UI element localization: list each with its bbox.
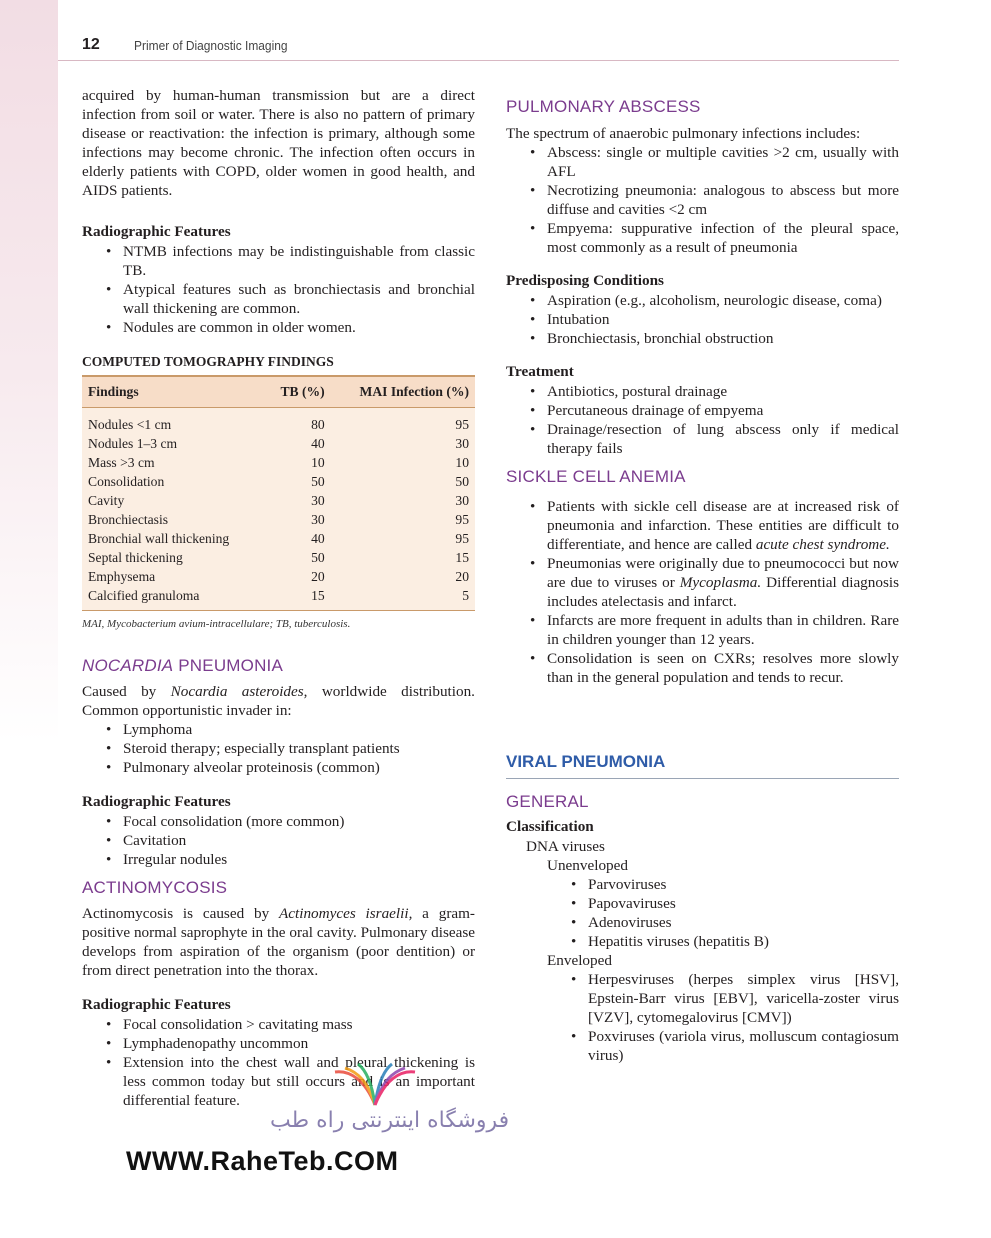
list-item: • Pulmonary alveolar proteinosis (common): [82, 758, 475, 777]
viral-pneumonia-heading: VIRAL PNEUMONIA: [506, 751, 899, 779]
watermark-persian-text: فروشگاه اینترنتی راه طب: [270, 1108, 510, 1133]
dna-viruses-label: DNA viruses: [526, 838, 605, 855]
cell-finding: Cavity: [88, 493, 125, 508]
list-item: • Bronchiectasis, bronchial obstruction: [506, 329, 899, 348]
cell-mai: 30: [455, 493, 469, 508]
table-row: [82, 510, 475, 529]
list-item: • Infarcts are more frequent in adults than in children. Rare in children younger than 12 years.: [506, 611, 899, 649]
page-number: 12: [82, 36, 100, 53]
ct-findings-table: [82, 377, 475, 611]
list-item: [506, 497, 899, 554]
sickle-cell-heading: SICKLE CELL ANEMIA: [506, 467, 686, 486]
list-item: • Abscess: single or multiple cavities >2 cm, usually with AFL: [506, 143, 899, 181]
column-header-findings: Findings: [82, 377, 264, 408]
cell-finding: Septal thickening: [88, 550, 183, 565]
virus-classification-tree: [506, 837, 899, 1065]
cell-tb: 30: [311, 512, 325, 527]
list-item: • Drainage/resection of lung abscess only if medical therapy fails: [506, 420, 899, 458]
list-item: • Irregular nodules: [82, 850, 475, 869]
radiographic-features-heading: Radiographic Features: [82, 793, 231, 810]
table-row: [82, 472, 475, 491]
table-row: [82, 548, 475, 567]
watermark: [120, 1060, 510, 1180]
general-heading: GENERAL: [506, 792, 589, 811]
cell-tb: 50: [311, 474, 325, 489]
cell-finding: Bronchial wall thickening: [88, 531, 230, 546]
table-row: [82, 586, 475, 611]
list-item: • Intubation: [506, 310, 899, 329]
list-item: • Papovaviruses: [506, 894, 899, 913]
actinomycosis-heading: ACTINOMYCOSIS: [82, 878, 228, 897]
cell-mai: 20: [455, 569, 469, 584]
list-item: • Empyema: suppurative infection of the pleural space, most commonly as a result of pneumonia: [506, 219, 899, 257]
list-item: • Percutaneous drainage of empyema: [506, 401, 899, 420]
cell-mai: 30: [455, 436, 469, 451]
right-column: [506, 86, 899, 1065]
cell-finding: Nodules 1–3 cm: [88, 436, 178, 451]
list-item: • Lymphadenopathy uncommon: [82, 1034, 475, 1053]
watermark-url: WWW.RaheTeb.COM: [126, 1146, 399, 1176]
page-header: [82, 36, 899, 62]
list-item: • Herpesviruses (herpes simplex virus [HSV], Epstein-Barr virus [EBV], varicella-zoster virus [VZV], cytomegalovirus [CMV]): [506, 970, 899, 1027]
cell-mai: 95: [455, 417, 469, 432]
radiographic-features-heading: Radiographic Features: [82, 996, 231, 1013]
cell-tb: 40: [311, 436, 325, 451]
text-span: , worldwide distribution. Common opportunistic invader in:: [82, 683, 475, 719]
list-item: • Steroid therapy; especially transplant patients: [82, 739, 475, 758]
text-italic: acute chest syndrome.: [755, 536, 890, 553]
cell-mai: 95: [455, 531, 469, 546]
cell-mai: 15: [455, 550, 469, 565]
nocardia-radiographic-list: [82, 812, 475, 869]
running-title: Primer of Diagnostic Imaging: [134, 38, 288, 53]
page-margin-band: [0, 0, 58, 1238]
text-italic: Nocardia asteroides: [170, 683, 304, 700]
list-item: • Lymphoma: [82, 720, 475, 739]
enveloped-list: [506, 970, 899, 1065]
left-column: [82, 86, 475, 1110]
list-item: • Adenoviruses: [506, 913, 899, 932]
cell-finding: Calcified granuloma: [82, 586, 264, 611]
unenveloped-label: Unenveloped: [547, 857, 628, 874]
cell-tb: 30: [311, 493, 325, 508]
nocardia-paragraph: [82, 682, 475, 720]
abscess-list: [506, 143, 899, 257]
ct-table-title: COMPUTED TOMOGRAPHY FINDINGS: [82, 353, 475, 377]
cell-finding: Nodules <1 cm: [88, 417, 172, 432]
list-item: • Focal consolidation > cavitating mass: [82, 1015, 475, 1034]
cell-tb: 10: [311, 455, 325, 470]
list-item: • Parvoviruses: [506, 875, 899, 894]
enveloped-label: Enveloped: [547, 952, 612, 969]
text-span: Patients with sickle cell disease are at increased risk of pneumonia and infarction. These entities are difficult to differentiate, and hence are called: [547, 498, 899, 553]
book-logo-icon: [330, 1060, 420, 1110]
table-row: [82, 408, 475, 435]
header-rule: [58, 60, 899, 61]
text-span: Differential diagnosis includes atelectasis and infarct.: [547, 574, 900, 610]
unenveloped-list: [506, 875, 899, 951]
radiographic-features-heading: Radiographic Features: [82, 223, 231, 240]
intro-paragraph: acquired by human-human transmission but are a direct infection from soil or water. There is also no pattern of primary disease or reactivation: the infection is primary, although some infections may become chronic. The infection often occurs in elderly patients with COPD, older women in good health, and AIDS patients.: [82, 87, 475, 199]
list-item: • Atypical features such as bronchiectasis and bronchial wall thickening are common.: [82, 280, 475, 318]
cell-finding: Consolidation: [88, 474, 165, 489]
cell-tb: 80: [311, 417, 325, 432]
text-span: a gram-positive normal saprophyte in the oral cavity. Pulmonary disease develops from aspiration of the organism (poor dentition) or from direct penetration into the thorax.: [82, 905, 475, 979]
table-row: [82, 529, 475, 548]
predisposing-list: [506, 291, 899, 348]
nocardia-heading: [82, 655, 475, 677]
actinomycosis-paragraph: [82, 904, 475, 980]
column-header-tb: TB (%): [264, 377, 331, 408]
list-item: • Hepatitis viruses (hepatitis B): [506, 932, 899, 951]
nocardia-list: [82, 720, 475, 777]
list-item: • Antibiotics, postural drainage: [506, 382, 899, 401]
ct-table-footnote: MAI, Mycobacterium avium-intracellulare; TB, tuberculosis.: [82, 618, 351, 630]
cell-mai: 5: [331, 586, 475, 611]
cell-mai: 95: [455, 512, 469, 527]
list-item: • Nodules are common in older women.: [82, 318, 475, 337]
list-item: [506, 554, 899, 611]
cell-finding: Emphysema: [88, 569, 156, 584]
list-item: • Necrotizing pneumonia: analogous to abscess but more diffuse and cavities <2 cm: [506, 181, 899, 219]
nocardia-heading-rest: PNEUMONIA: [173, 656, 284, 675]
cell-tb: 50: [311, 550, 325, 565]
table-row: [82, 453, 475, 472]
cell-tb: 20: [311, 569, 325, 584]
cell-mai: 50: [455, 474, 469, 489]
list-item: • Poxviruses (variola virus, molluscum contagiosum virus): [506, 1027, 899, 1065]
treatment-list: [506, 382, 899, 458]
cell-tb: 15: [264, 586, 331, 611]
cell-tb: 40: [311, 531, 325, 546]
cell-finding: Bronchiectasis: [88, 512, 169, 527]
pulmonary-abscess-heading: PULMONARY ABSCESS: [506, 97, 701, 116]
list-item: • Consolidation is seen on CXRs; resolves more slowly than in the general population and tends to recur.: [506, 649, 899, 687]
sickle-cell-list: [506, 497, 899, 687]
list-item: • Focal consolidation (more common): [82, 812, 475, 831]
nocardia-heading-italic: NOCARDIA: [82, 656, 174, 675]
table-row: [82, 434, 475, 453]
treatment-heading: Treatment: [506, 363, 574, 380]
list-item: • Aspiration (e.g., alcoholism, neurologic disease, coma): [506, 291, 899, 310]
predisposing-conditions-heading: Predisposing Conditions: [506, 272, 664, 289]
text-span: Caused by: [82, 683, 171, 700]
text-span: Actinomycosis is caused by: [82, 905, 279, 922]
cell-mai: 10: [455, 455, 469, 470]
text-italic: Mycoplasma.: [679, 574, 762, 591]
abscess-intro: The spectrum of anaerobic pulmonary infections includes:: [506, 125, 861, 142]
text-italic: Actinomyces israelii,: [278, 905, 413, 922]
text-span: Pneumonias were originally due to pneumococci but now are due to viruses or: [547, 555, 899, 591]
list-item: • NTMB infections may be indistinguishable from classic TB.: [82, 242, 475, 280]
classification-heading: Classification: [506, 818, 594, 835]
table-header-row: [82, 377, 475, 408]
cell-finding: Mass >3 cm: [88, 455, 155, 470]
column-header-mai: MAI Infection (%): [331, 377, 475, 408]
list-item: • Cavitation: [82, 831, 475, 850]
table-row: [82, 567, 475, 586]
table-row: [82, 491, 475, 510]
radiographic-features-list: [82, 242, 475, 337]
list-item: • Extension into the chest wall and pleural thickening is less common today but still occurs and is an important differential feature.: [82, 1053, 475, 1110]
